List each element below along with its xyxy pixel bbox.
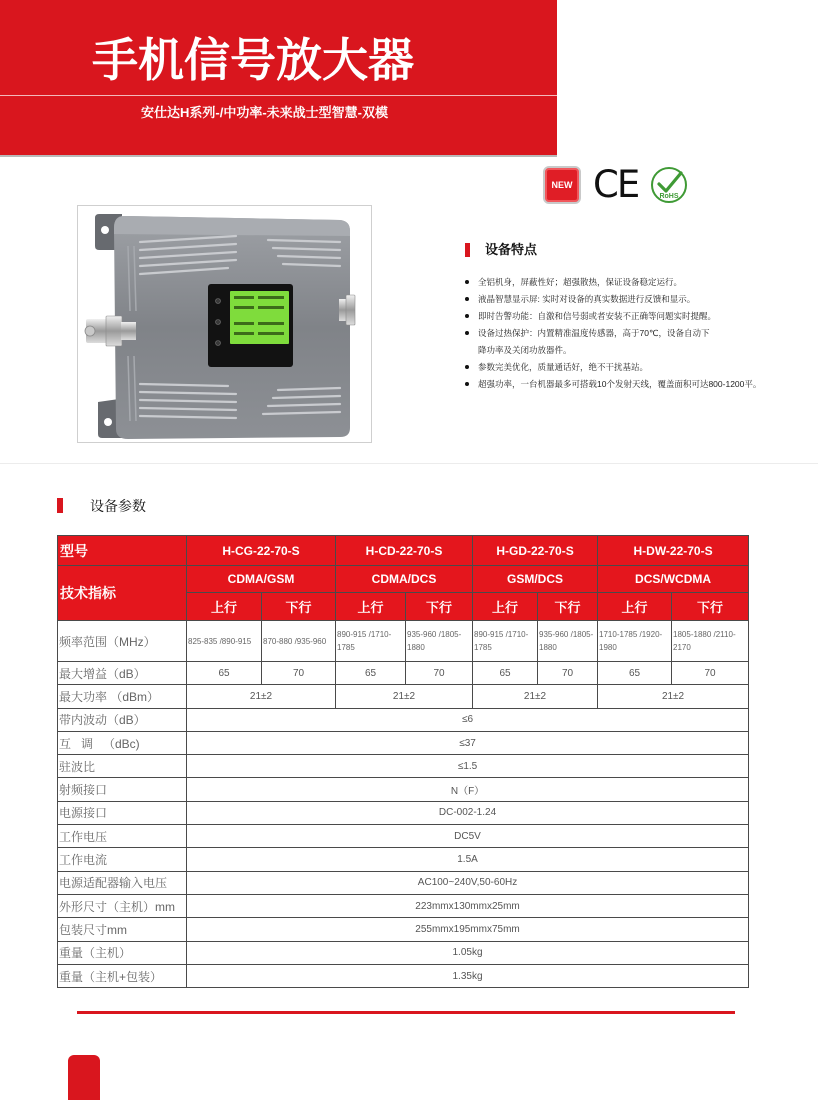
- features-heading: 设备特点: [485, 242, 538, 257]
- page-title: 手机信号放大器: [92, 34, 414, 86]
- table-row: [58, 871, 749, 894]
- bullet-icon: [465, 382, 469, 386]
- table-row: [58, 621, 749, 662]
- table-row: [58, 801, 749, 824]
- feature-item: [465, 308, 775, 325]
- model-label: 型号: [58, 536, 187, 566]
- product-image: [77, 205, 372, 443]
- signal-booster-device: [78, 206, 371, 442]
- bullet-icon: [465, 314, 469, 318]
- spec-table: [57, 535, 749, 988]
- spec-value: 1.05kg: [187, 941, 749, 964]
- new-badge: NEW: [543, 166, 581, 204]
- spec-value: 825-835 /890-915: [187, 621, 262, 662]
- spec-table-body: [58, 621, 749, 988]
- uplink-header: 上行: [473, 593, 538, 621]
- spec-value: 21±2: [336, 685, 473, 708]
- spec-label: 重量（主机）: [58, 941, 187, 964]
- bullet-icon: [465, 280, 469, 284]
- spec-value: 70: [406, 662, 473, 685]
- spec-value: AC100~240V,50-60Hz: [187, 871, 749, 894]
- model-name: H-GD-22-70-S: [473, 536, 598, 566]
- spec-value: ≤6: [187, 708, 749, 731]
- feature-item: [465, 291, 775, 308]
- table-row: [58, 941, 749, 964]
- table-row: [58, 964, 749, 987]
- banner-divider: [0, 95, 557, 96]
- features-list: [465, 274, 775, 393]
- spec-value: 21±2: [598, 685, 749, 708]
- feature-text: 全铝机身，屏蔽性好；超强散热，保证设备稳定运行。: [478, 277, 683, 287]
- spec-label: 最大功率 （dBm）: [58, 685, 187, 708]
- spec-value: 21±2: [473, 685, 598, 708]
- model-name: H-DW-22-70-S: [598, 536, 749, 566]
- spec-value: 70: [262, 662, 336, 685]
- spec-value: 1.35kg: [187, 964, 749, 987]
- table-row: [58, 755, 749, 778]
- bullet-icon: [465, 331, 469, 335]
- spec-value: 65: [336, 662, 406, 685]
- spec-value: 65: [598, 662, 672, 685]
- spec-value: N（F）: [187, 778, 749, 801]
- spec-label: 外形尺寸（主机）mm: [58, 894, 187, 917]
- spec-value: 65: [473, 662, 538, 685]
- feature-item: [465, 325, 775, 359]
- spec-value: 70: [538, 662, 598, 685]
- spec-value: 1.5A: [187, 848, 749, 871]
- feature-text: 参数完美优化，质量通话好，绝不干扰基站。: [478, 362, 649, 372]
- feature-text: 超强功率，一台机器最多可搭载10个发射天线，覆盖面积可达800-1200平。: [478, 379, 762, 389]
- spec-value: DC-002-1.24: [187, 801, 749, 824]
- spec-label: 包装尺寸mm: [58, 918, 187, 941]
- spec-label: 频率范围（MHz）: [58, 621, 187, 662]
- uplink-header: 上行: [336, 593, 406, 621]
- table-row: [58, 708, 749, 731]
- spec-value: 255mmx195mmx75mm: [187, 918, 749, 941]
- spec-label: 工作电流: [58, 848, 187, 871]
- downlink-header: 下行: [406, 593, 473, 621]
- rohs-badge: [650, 166, 688, 204]
- spec-label: 带内波动（dB）: [58, 708, 187, 731]
- spec-label: 最大增益（dB）: [58, 662, 187, 685]
- params-accent-bar: [57, 498, 63, 513]
- spec-value: 65: [187, 662, 262, 685]
- model-name: H-CD-22-70-S: [336, 536, 473, 566]
- page-subtitle: 安仕达H系列-/中功率-未来战士型智慧-双模: [141, 105, 388, 120]
- table-row: [58, 848, 749, 871]
- n-connector-right: [339, 295, 355, 325]
- spec-label: 重量（主机+包装）: [58, 964, 187, 987]
- page-corner-tab: [68, 1055, 100, 1100]
- spec-label: 互 调 （dBc): [58, 731, 187, 754]
- spec-value: 1710-1785 /1920-1980: [598, 621, 672, 662]
- spec-label: 电源接口: [58, 801, 187, 824]
- feature-text: 设备过热保护：内置精准温度传感器，高于70℃，设备自动下 降功率及关闭功放器件。: [478, 328, 710, 355]
- params-heading: 设备参数: [90, 498, 146, 514]
- spec-label: 工作电压: [58, 825, 187, 848]
- spec-value: DC5V: [187, 825, 749, 848]
- uplink-header: 上行: [187, 593, 262, 621]
- spec-label-header: 技术指标: [58, 566, 187, 621]
- table-row: [58, 918, 749, 941]
- spec-value: 223mmx130mmx25mm: [187, 894, 749, 917]
- feature-item: [465, 274, 775, 291]
- bullet-icon: [465, 297, 469, 301]
- device-top-edge: [114, 216, 350, 236]
- spec-value: 70: [672, 662, 749, 685]
- spec-label: 驻波比: [58, 755, 187, 778]
- downlink-header: 下行: [672, 593, 749, 621]
- band-row: [58, 566, 749, 593]
- rohs-label: RoHS: [659, 193, 679, 200]
- spec-value: ≤37: [187, 731, 749, 754]
- model-row: [58, 536, 749, 566]
- table-row: [58, 685, 749, 708]
- features-accent-bar: [465, 243, 470, 257]
- spec-value: 935-960 /1805-1880: [538, 621, 598, 662]
- band-name: DCS/WCDMA: [598, 566, 749, 593]
- feature-item: [465, 376, 775, 393]
- section-divider: [0, 463, 818, 464]
- spec-value: 21±2: [187, 685, 336, 708]
- mounting-hole: [101, 226, 109, 234]
- table-row: [58, 825, 749, 848]
- table-row: [58, 894, 749, 917]
- downlink-header: 下行: [538, 593, 598, 621]
- spec-value: ≤1.5: [187, 755, 749, 778]
- ce-mark: CE: [593, 163, 639, 206]
- footer-divider: [77, 1011, 735, 1014]
- uplink-header: 上行: [598, 593, 672, 621]
- spec-value: 870-880 /935-960: [262, 621, 336, 662]
- feature-item: [465, 359, 775, 376]
- spec-value: 890-915 /1710-1785: [336, 621, 406, 662]
- feature-text: 即时告警功能：自激和信号弱或者安装不正确等问题实时提醒。: [478, 311, 717, 321]
- spec-label: 射频接口: [58, 778, 187, 801]
- table-row: [58, 662, 749, 685]
- spec-value: 890-915 /1710-1785: [473, 621, 538, 662]
- band-name: CDMA/DCS: [336, 566, 473, 593]
- spec-value: 935-960 /1805-1880: [406, 621, 473, 662]
- table-row: [58, 778, 749, 801]
- spec-label: 电源适配器输入电压: [58, 871, 187, 894]
- feature-text: 液晶智慧显示屏: 实时对设备的真实数据进行反馈和显示。: [478, 294, 696, 304]
- bullet-icon: [465, 365, 469, 369]
- downlink-header: 下行: [262, 593, 336, 621]
- model-name: H-CG-22-70-S: [187, 536, 336, 566]
- spec-value: 1805-1880 /2110-2170: [672, 621, 749, 662]
- mounting-hole: [104, 418, 112, 426]
- band-name: GSM/DCS: [473, 566, 598, 593]
- table-row: [58, 731, 749, 754]
- band-name: CDMA/GSM: [187, 566, 336, 593]
